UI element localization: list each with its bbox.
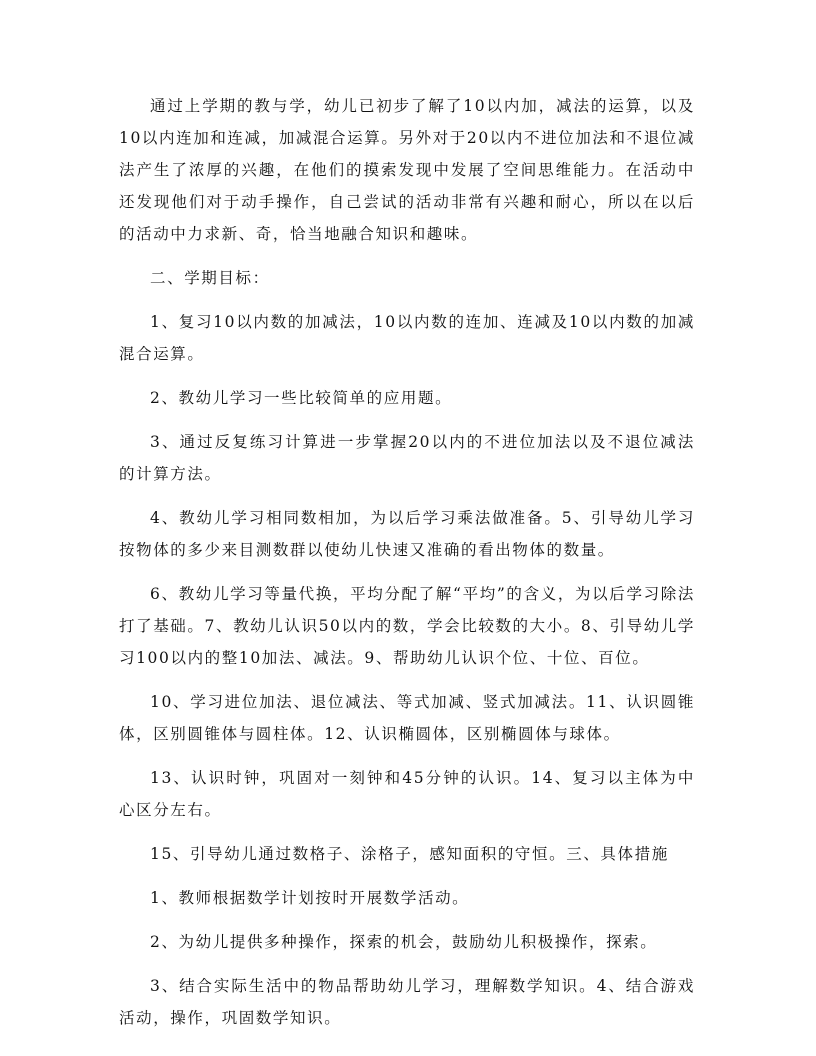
goal-item-1: 1、复习10以内数的加减法，10以内数的连加、连减及10以内数的加减混合运算。: [119, 313, 695, 363]
goal-item-10-12: 10、学习进位加法、退位减法、等式加减、竖式加减法。11、认识圆锥体，区别圆锥体与圆柱体。12、认识椭圆体，区别椭圆体与球体。: [119, 693, 695, 743]
goal-item-3: 3、通过反复练习计算进一步掌握20以内的不进位加法以及不退位减法的计算方法。: [119, 433, 695, 483]
goal-item-4-5: 4、教幼儿学习相同数相加，为以后学习乘法做准备。5、引导幼儿学习按物体的多少来目测数群以使幼儿快速又准确的看出物体的数量。: [119, 509, 695, 559]
goal-item-2: 2、教幼儿学习一些比较简单的应用题。: [150, 389, 453, 407]
measure-item-2: 2、为幼儿提供多种操作，探索的机会，鼓励幼儿积极操作，探索。: [150, 933, 658, 951]
section-heading-goals: 二、学期目标：: [150, 269, 270, 287]
document-body: [119, 90, 695, 1046]
intro-paragraph: 通过上学期的教与学，幼儿已初步了解了10以内加，减法的运算，以及10以内连加和连减，加减混合运算。另外对于20以内不进位加法和不退位减法产生了浓厚的兴趣，在他们的摸索发现中发展了空间思维能力。在活动中还发现他们对于动手操作，自己尝试的活动非常有兴趣和耐心，所以在以后的活动中力求新、奇，恰当地融合知识和趣味。: [119, 97, 695, 243]
measure-item-1: 1、教师根据数学计划按时开展数学活动。: [150, 889, 470, 907]
measure-item-3-4: 3、结合实际生活中的物品帮助幼儿学习，理解数学知识。4、结合游戏活动，操作，巩固数学知识。: [119, 977, 695, 1027]
goal-item-6-9: 6、教幼儿学习等量代换，平均分配了解“平均”的含义，为以后学习除法打了基础。7、教幼儿认识50以内的数，学会比较数的大小。8、引导幼儿学习100以内的整10加法、减法。9、帮助幼儿认识个位、十位、百位。: [119, 585, 695, 667]
goal-item-13-14: 13、认识时钟，巩固对一刻钟和45分钟的认识。14、复习以主体为中心区分左右。: [119, 769, 695, 819]
goal-item-15-and-measures-heading: 15、引导幼儿通过数格子、涂格子，感知面积的守恒。三、具体措施: [150, 845, 669, 863]
